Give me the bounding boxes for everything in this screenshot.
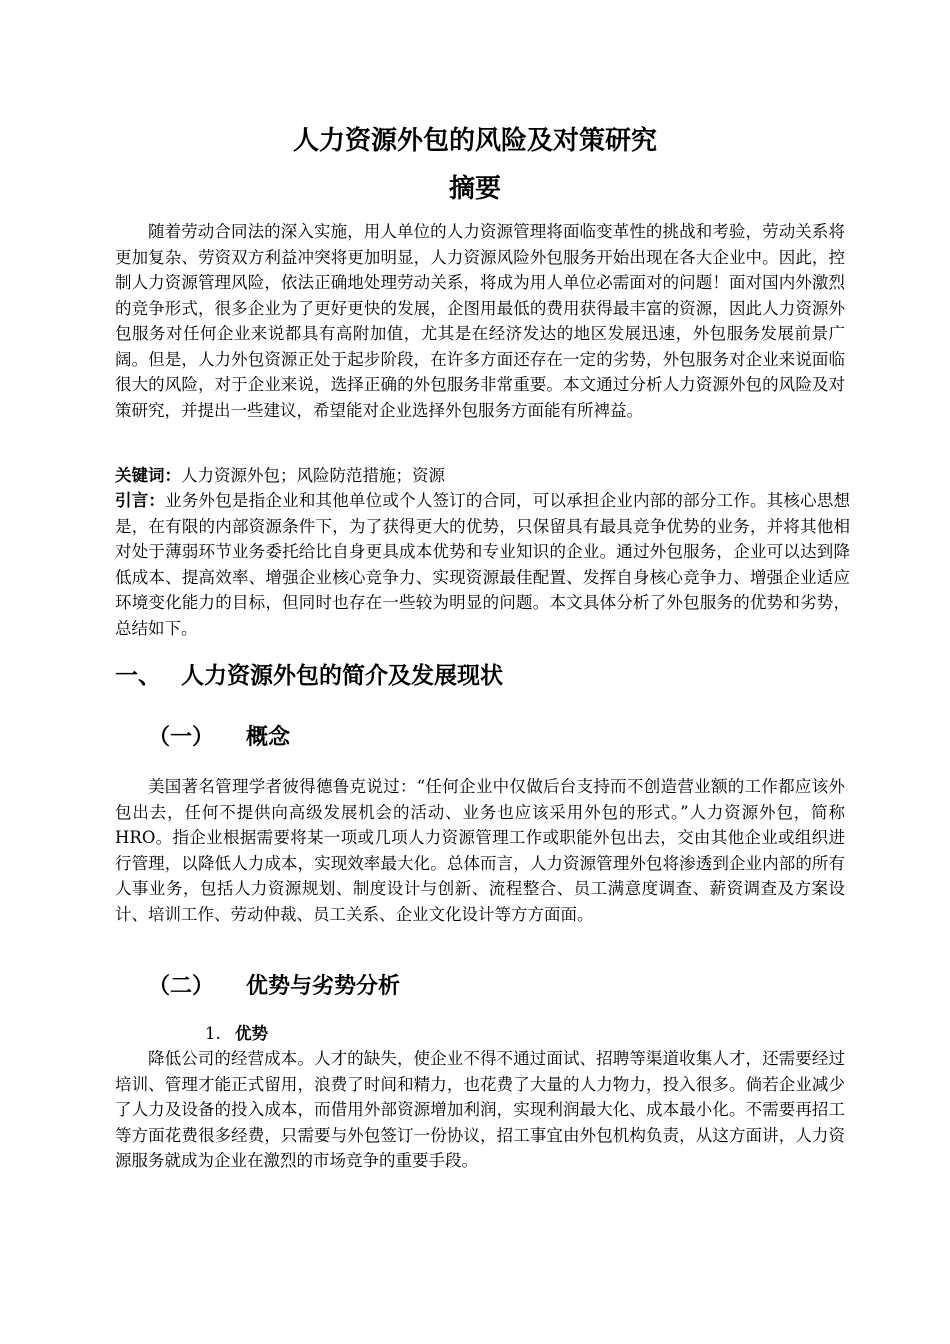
advantage-title: 优势 <box>235 1024 268 1043</box>
advantage-paragraph: 降低公司的经营成本。人才的缺失，使企业不得不通过面试、招聘等渠道收集人才，还需要经过培训、管理才能正式留用，浪费了时间和精力，也花费了大量的人力物力，投入很多。倘若企业减少了人力及设备的投入成本，而借用外部资源增加利润，实现利润最大化、成本最小化。不需要再招工等方面花费很多经费，只需要与外包签订一份协议，招工事宜由外包机构负责，从这方面讲，人力资源服务就成为企业在激烈的市场竞争的重要手段。 <box>115 1049 845 1170</box>
intro-text: 业务外包是指企业和其他单位或个人签订的合同，可以承担企业内部的部分工作。其核心思想是，在有限的内部资源条件下，为了获得更大的优势，只保留具有最具竞争优势的业务，并将其他相对处于薄弱环节业务委托给比自身更具成本优势和专业知识的企业。通过外包服务，企业可以达到降低成本、提高效率、增强企业核心竞争力、实现资源最佳配置、发挥自身核心竞争力、增强企业适应环境变化能力的目标，但同时也存在一些较为明显的问题。本文具体分析了外包服务的优势和劣势，总结如下。 <box>115 491 851 638</box>
subsection-concept-title: 概念 <box>246 725 291 750</box>
intro-label: 引言： <box>115 491 166 510</box>
document-title: 人力资源外包的风险及对策研究 <box>292 126 657 156</box>
intro-paragraph <box>115 488 850 641</box>
keywords-line <box>115 463 850 489</box>
subsection-concept-number: （一） <box>148 725 215 750</box>
advantage-heading <box>205 1022 268 1046</box>
subsection-concept-heading <box>148 723 290 753</box>
abstract-paragraph: 随着劳动合同法的深入实施，用人单位的人力资源管理将面临变革性的挑战和考验，劳动关系将更加复杂、劳资双方利益冲突将更加明显，人力资源风险外包服务开始出现在各大企业中。因此，控制人力资源管理风险，依法正确地处理劳动关系，将成为用人单位必需面对的问题！面对国内外激烈的竞争形式，很多企业为了更好更快的发展，企图用最低的费用获得最丰富的资源，因此人力资源外包服务对任何企业来说都具有高附加值，尤其是在经济发达的地区发展迅速，外包服务发展前景广阔。但是，人力外包资源正处于起步阶段，在许多方面还存在一定的劣势，外包服务对企业来说面临很大的风险，对于企业来说，选择正确的外包服务非常重要。本文通过分析人力资源外包的风险及对策研究，并提出一些建议，希望能对企业选择外包服务方面能有所裨益。 <box>115 222 845 420</box>
section-1-number: 一、 <box>115 663 161 689</box>
keywords-label: 关键词： <box>115 466 181 485</box>
concept-paragraph: 美国著名管理学者彼得德鲁克说过：“任何企业中仅做后台支持而不创造营业额的工作都应该外包出去，任何不提供向高级发展机会的活动、业务也应该采用外包的形式。”人力资源外包，简称HRO。指企业根据需要将某一项或几项人力资源管理工作或职能外包出去，交由其他企业或组织进行管理，以降低人力成本，实现效率最大化。总体而言，人力资源管理外包将渗透到企业内部的所有人事业务，包括人力资源规划、制度设计与创新、流程整合、员工满意度调查、薪资调查及方案设计、培训工作、劳动仲裁、员工关系、企业文化设计等方方面面。 <box>115 777 845 924</box>
section-1-title: 人力资源外包的简介及发展现状 <box>181 663 503 689</box>
section-1-heading <box>115 660 503 692</box>
subsection-analysis-number: （二） <box>148 974 215 999</box>
subsection-analysis-title: 优势与劣势分析 <box>246 974 401 999</box>
abstract-heading: 摘要 <box>448 174 501 204</box>
keywords-text: 人力资源外包；风险防范措施；资源 <box>181 466 445 485</box>
advantage-number: 1. <box>205 1024 221 1043</box>
subsection-analysis-heading <box>148 972 400 1002</box>
